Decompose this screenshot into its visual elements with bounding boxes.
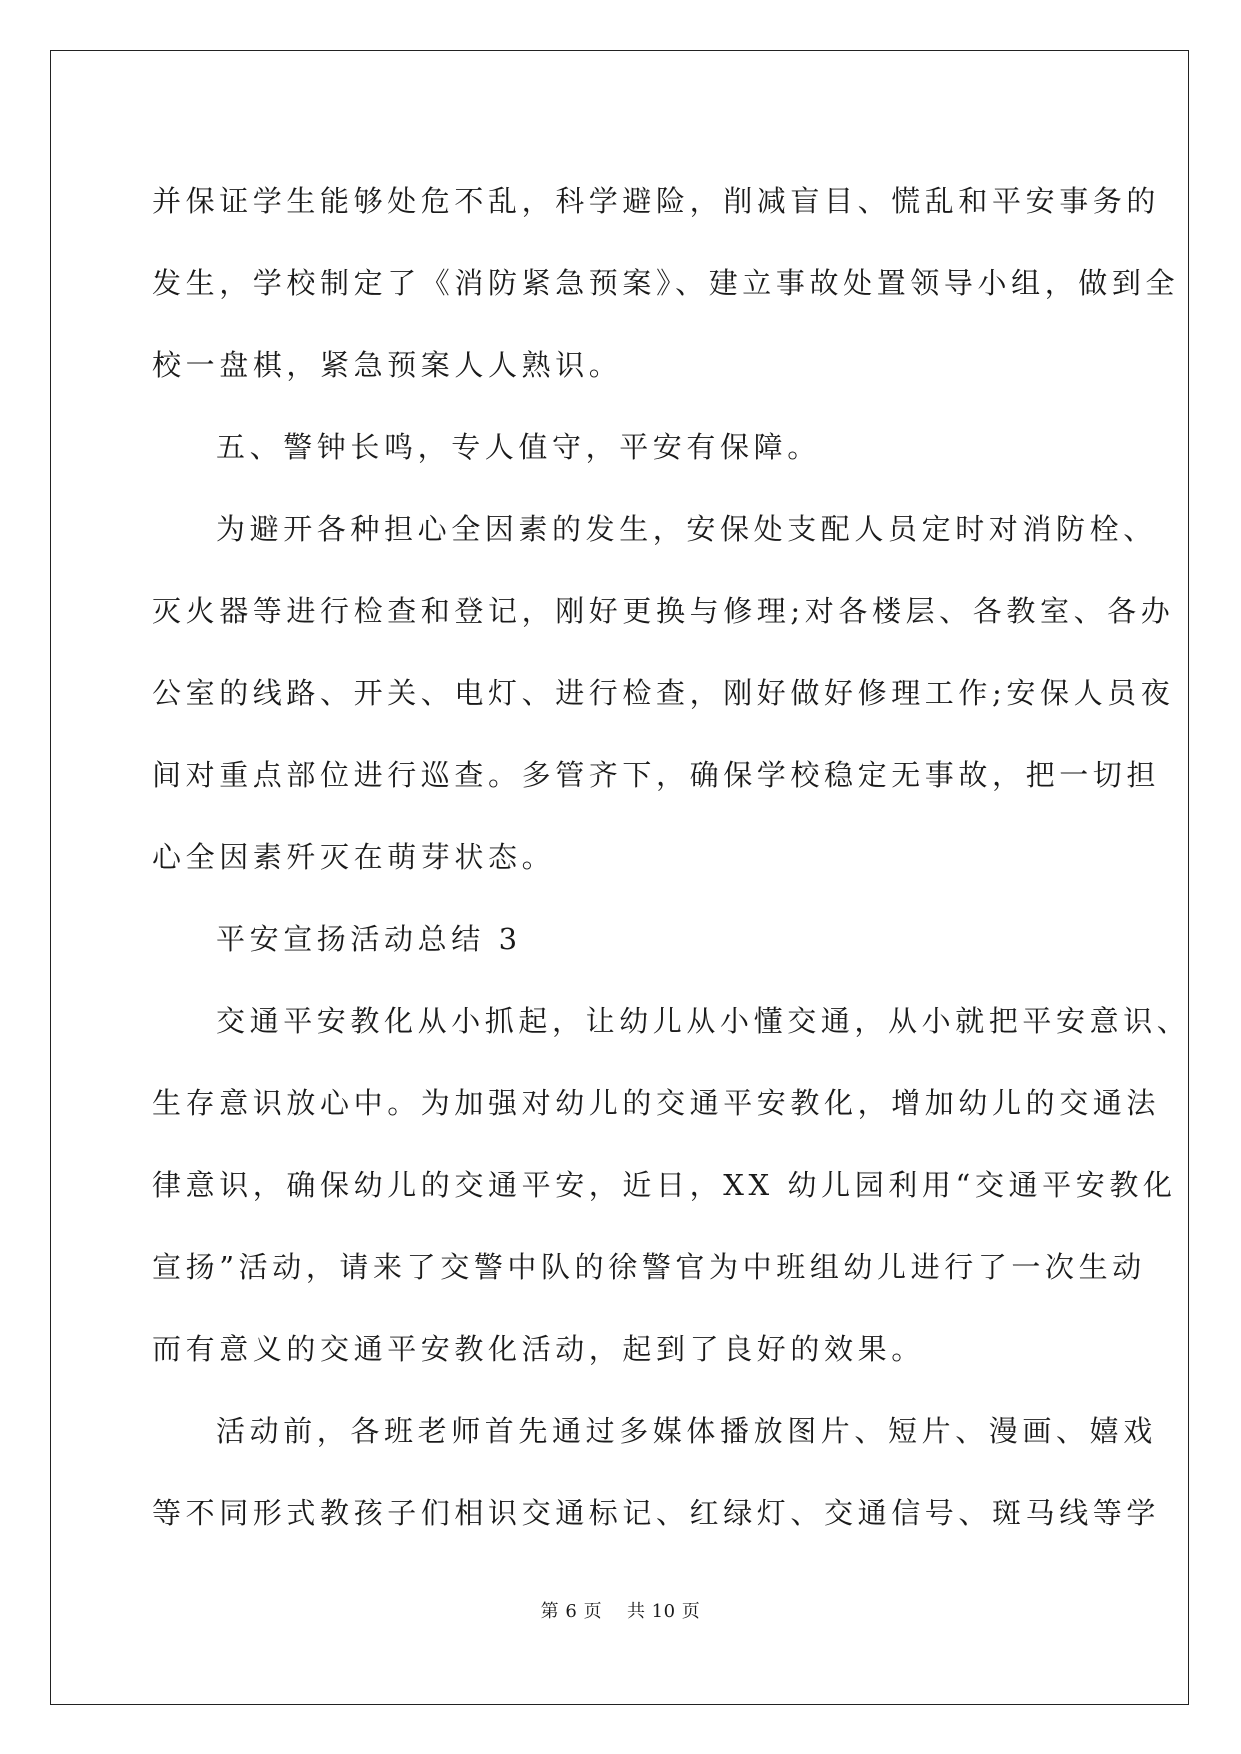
text-line: 公室的线路、开关、电灯、进行检查，刚好做好修理工作;安保人员夜: [152, 676, 1175, 710]
page-footer: [0, 1597, 1241, 1623]
text-line: 校一盘棋，紧急预案人人熟识。: [152, 348, 623, 382]
article-title: 平安宣扬活动总结 3: [216, 922, 522, 956]
text-line: 等不同形式教孩子们相识交通标记、红绿灯、交通信号、斑马线等学: [152, 1496, 1161, 1530]
document-body: [152, 160, 1191, 1554]
text-line: 生存意识放心中。为加强对幼儿的交通平安教化，增加幼儿的交通法: [152, 1086, 1161, 1120]
text-line: 活动前，各班老师首先通过多媒体播放图片、短片、漫画、嬉戏: [216, 1414, 1157, 1448]
text-line: 交通平安教化从小抓起，让幼儿从小懂交通，从小就把平安意识、: [216, 1004, 1191, 1038]
text-line: 并保证学生能够处危不乱，科学避险，削减盲目、慌乱和平安事务的: [152, 184, 1161, 218]
text-line: 灭火器等进行检查和登记，刚好更换与修理;对各楼层、各教室、各办: [152, 594, 1175, 628]
text-line: 心全因素歼灭在萌芽状态。: [152, 840, 556, 874]
text-line: 为避开各种担心全因素的发生，安保处支配人员定时对消防栓、: [216, 512, 1157, 546]
text-line: 而有意义的交通平安教化活动，起到了良好的效果。: [152, 1332, 925, 1366]
section-heading: 五、警钟长鸣，专人值守，平安有保障。: [216, 430, 821, 464]
text-line: 律意识，确保幼儿的交通平安，近日，XX 幼儿园利用“交通平安教化: [152, 1168, 1177, 1202]
text-line: 间对重点部位进行巡查。多管齐下，确保学校稳定无事故，把一切担: [152, 758, 1161, 792]
text-line: 宣扬”活动，请来了交警中队的徐警官为中班组幼儿进行了一次生动: [152, 1250, 1146, 1284]
text-line: 发生，学校制定了《消防紧急预案》、建立事故处置领导小组，做到全: [152, 266, 1180, 300]
page-number: 第 6 页 共 10 页: [540, 1601, 701, 1622]
